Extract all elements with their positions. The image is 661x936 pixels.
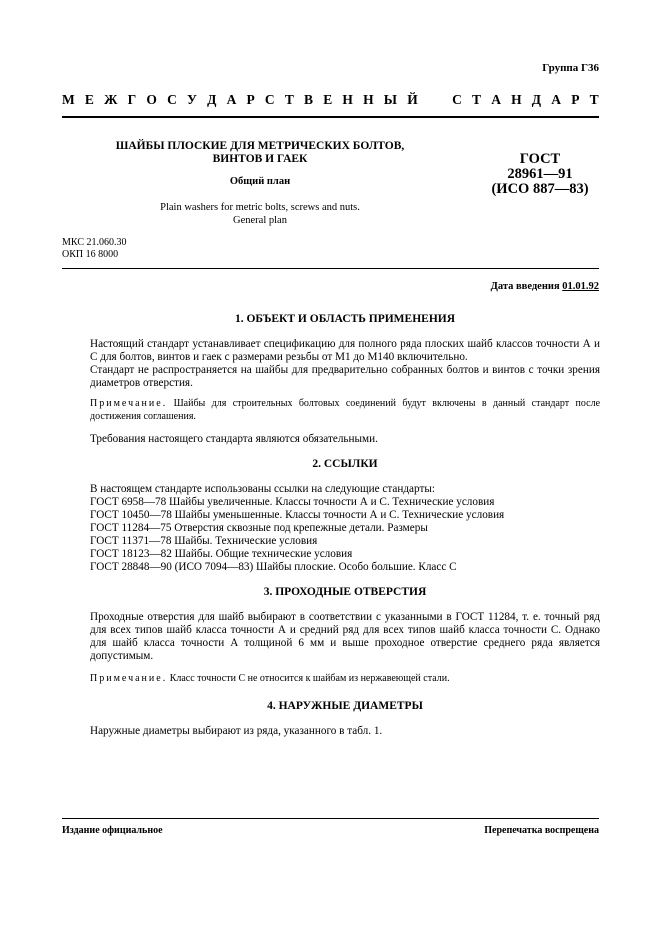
classification-codes xyxy=(62,237,126,261)
mks-code: МКС 21.060.30 xyxy=(62,237,127,248)
section-3-heading: 3. ПРОХОДНЫЕ ОТВЕРСТИЯ xyxy=(263,586,427,598)
title-block xyxy=(80,140,440,227)
section-3-paragraph-1: Проходные отверстия для шайб выбирают в соответствии с указанными в ГОСТ 11284, т. е. точный ряд для всех типов шайб класса точности А и средний ряд для всех типов шайб класса точности С. Однако для шайб класса точности А толщиной 6 мм и выше проходное отверстие среднего ряда является допустимым. xyxy=(90,611,600,662)
banner-letter: А xyxy=(551,92,562,107)
banner-letter: Р xyxy=(571,92,580,107)
standard-banner xyxy=(62,92,599,108)
title-line-2: ВИНТОВ И ГАЕК xyxy=(212,153,308,165)
gost-code: 28961—91 xyxy=(507,166,573,182)
reference-item: ГОСТ 11371—78 Шайбы. Технические условия xyxy=(90,535,318,547)
banner-letter: Д xyxy=(207,92,217,107)
banner-letter: Н xyxy=(363,92,374,107)
section-1-heading: 1. ОБЪЕКТ И ОБЛАСТЬ ПРИМЕНЕНИЯ xyxy=(234,313,456,325)
banner-letter: Т xyxy=(472,92,482,107)
banner-letter: Д xyxy=(531,92,542,107)
note-label: Примечание. xyxy=(90,673,168,684)
document-body xyxy=(90,313,600,738)
banner-letter: М xyxy=(62,92,75,107)
banner-letter: Й xyxy=(407,92,418,107)
section-4-heading: 4. НАРУЖНЫЕ ДИАМЕТРЫ xyxy=(267,699,423,712)
banner-letter: А xyxy=(226,92,237,107)
section-1-paragraph-3: Требования настоящего стандарта являются обязательными. xyxy=(90,433,378,445)
gost-label: ГОСТ xyxy=(519,151,561,167)
section-1-note xyxy=(90,398,600,423)
banner-letter: Г xyxy=(127,92,137,107)
okp-code: ОКП 16 8000 xyxy=(62,249,119,260)
note-label: Примечание. xyxy=(90,398,168,409)
title-line-1: ШАЙБЫ ПЛОСКИЕ ДЛЯ МЕТРИЧЕСКИХ БОЛТОВ, xyxy=(115,140,405,152)
banner-letter: Т xyxy=(589,92,599,107)
banner-letter: Н xyxy=(511,92,522,107)
banner-letter: Е xyxy=(84,92,94,107)
title-english-line-2: General plan xyxy=(233,215,287,226)
footer xyxy=(62,825,599,836)
codes-rule xyxy=(62,268,599,269)
footer-rule xyxy=(62,818,599,819)
banner-letter: Р xyxy=(246,92,255,107)
reference-item: ГОСТ 18123—82 Шайбы. Общие технические условия xyxy=(90,548,353,560)
banner-letter: С xyxy=(452,92,462,107)
effective-date xyxy=(491,281,599,292)
iso-code: (ИСО 887—83) xyxy=(491,181,589,197)
banner-letter: О xyxy=(146,92,157,107)
title-english-line-1: Plain washers for metric bolts, screws and nuts. xyxy=(160,202,360,213)
section-2-intro: В настоящем стандарте использованы ссылки на следующие стандарты: xyxy=(90,483,435,495)
banner-letter: А xyxy=(491,92,501,107)
banner-letter: Т xyxy=(284,92,294,107)
gost-number xyxy=(470,152,610,197)
banner-letter: Н xyxy=(342,92,353,107)
section-1-paragraph-1: Настоящий стандарт устанавливает спецификацию для полного ряда плоских шайб классов точности А и С для болтов, винтов и гаек с размерами резьбы от М1 до М140 включительно. xyxy=(90,338,600,363)
group-code: Группа Г36 xyxy=(542,62,599,74)
title-subtitle: Общий план xyxy=(229,176,291,187)
header-rule xyxy=(62,116,599,118)
footer-reprint-prohibited: Перепечатка воспрещена xyxy=(484,825,599,836)
reference-item: ГОСТ 28848—90 (ИСО 7094—83) Шайбы плоские. Особо большие. Класс С xyxy=(90,561,457,573)
note-text: Класс точности С не относится к шайбам из нержавеющей стали. xyxy=(169,673,450,684)
reference-item: ГОСТ 10450—78 Шайбы уменьшенные. Классы точности А и С. Технические условия xyxy=(90,509,505,521)
reference-list xyxy=(90,496,600,574)
banner-letter: С xyxy=(264,92,275,107)
banner-letter: Е xyxy=(323,92,333,107)
date-value: 01.01.92 xyxy=(562,281,599,292)
date-label: Дата введения xyxy=(490,281,560,292)
section-2-heading: 2. ССЫЛКИ xyxy=(312,458,378,470)
banner-letter: Ы xyxy=(383,92,398,107)
note-text: Шайбы для строительных болтовых соединений будут включены в данный стандарт после достижения соглашения. xyxy=(90,398,601,422)
banner-letter: В xyxy=(304,92,314,107)
footer-official-edition: Издание официальное xyxy=(62,825,163,836)
banner-letter: Ж xyxy=(104,92,118,107)
reference-item: ГОСТ 11284—75 Отверстия сквозные под крепежные детали. Размеры xyxy=(90,522,428,534)
banner-gap xyxy=(428,92,442,108)
section-1-paragraph-2: Стандарт не распространяется на шайбы для предварительно собранных болтов и винтов с точки зрения диаметров отверстия. xyxy=(90,364,600,389)
section-3-note xyxy=(90,673,600,686)
section-4-paragraph-1: Наружные диаметры выбирают из ряда, указанного в табл. 1. xyxy=(90,724,383,737)
banner-letter: У xyxy=(187,92,197,107)
reference-item: ГОСТ 6958—78 Шайбы увеличенные. Классы точности А и С. Технические условия xyxy=(90,496,495,508)
banner-letter: С xyxy=(167,92,177,107)
